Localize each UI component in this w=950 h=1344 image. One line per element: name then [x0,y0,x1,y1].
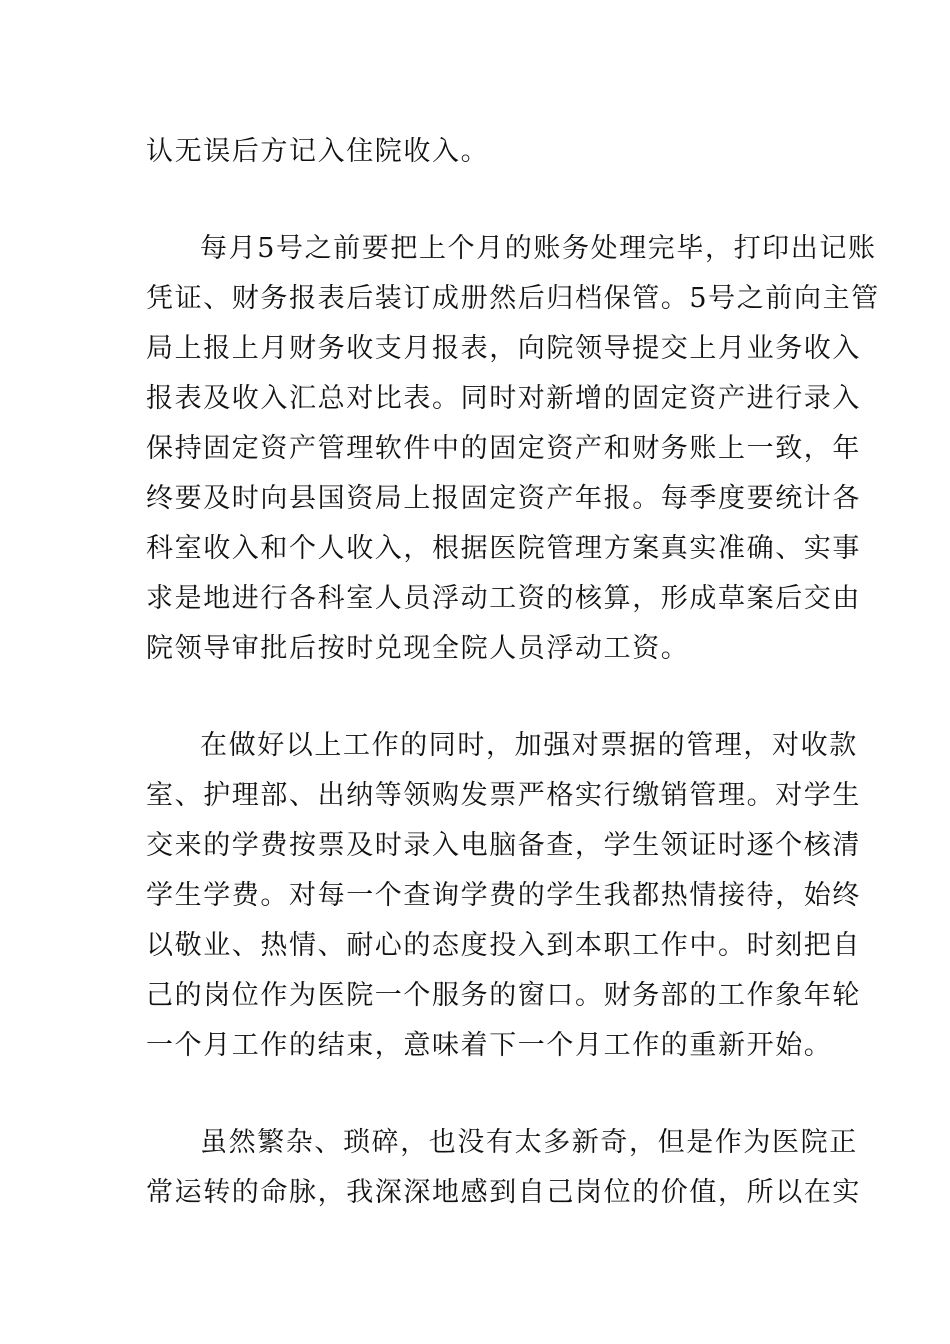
paragraph-2-line-9: 院领导审批后按时兑现全院人员浮动工资。 [146,633,690,664]
paragraph-2-line-1: 每月5号之前要把上个月的账务处理完毕，打印出记账 [200,233,877,264]
paragraph-2-line-4: 报表及收入汇总对比表。同时对新增的固定资产进行录入 [146,383,861,414]
paragraph-3-line-1: 在做好以上工作的同时，加强对票据的管理，对收款 [200,730,858,761]
paragraph-3-line-2: 室、护理部、出纳等领购发票严格实行缴销管理。对学生 [146,780,861,811]
paragraph-2-line-3: 局上报上月财务收支月报表，向院领导提交上月业务收入 [146,333,861,364]
paragraph-1-line-1: 认无误后方记入住院收入。 [146,136,490,167]
paragraph-4-line-2: 常运转的命脉，我深深地感到自己岗位的价值，所以在实 [146,1177,861,1208]
paragraph-3-line-6: 己的岗位作为医院一个服务的窗口。财务部的工作象年轮 [146,980,861,1011]
paragraph-2-line-8: 求是地进行各科室人员浮动工资的核算，形成草案后交由 [146,583,861,614]
paragraph-3-line-3: 交来的学费按票及时录入电脑备查，学生领证时逐个核清 [146,830,861,861]
paragraph-3-line-4: 学生学费。对每一个查询学费的学生我都热情接待，始终 [146,880,861,911]
paragraph-2-line-2: 凭证、财务报表后装订成册然后归档保管。5号之前向主管 [146,283,880,314]
paragraph-4-line-1: 虽然繁杂、琐碎，也没有太多新奇，但是作为医院正 [200,1127,858,1158]
paragraph-3-line-7: 一个月工作的结束，意味着下一个月工作的重新开始。 [146,1030,833,1061]
paragraph-2-line-7: 科室收入和个人收入，根据医院管理方案真实准确、实事 [146,533,861,564]
paragraph-3-line-5: 以敬业、热情、耐心的态度投入到本职工作中。时刻把自 [146,930,861,961]
paragraph-2-line-6: 终要及时向县国资局上报固定资产年报。每季度要统计各 [146,483,861,514]
paragraph-2-line-5: 保持固定资产管理软件中的固定资产和财务账上一致，年 [146,433,861,464]
